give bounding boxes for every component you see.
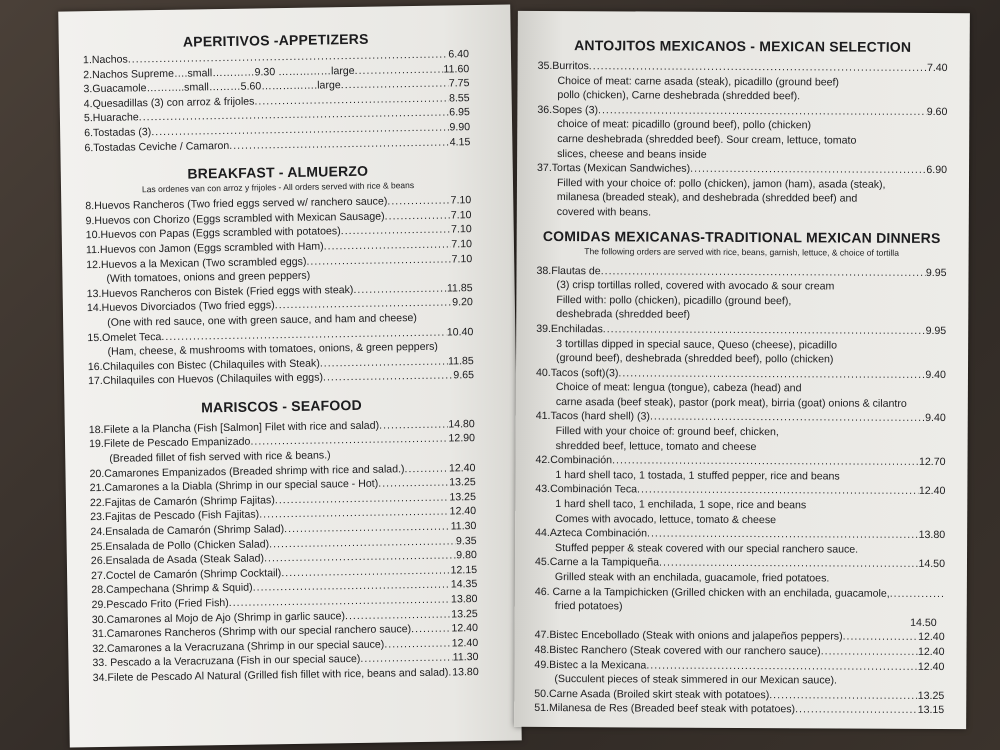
item-name: 2.Nachos Supreme….small…………9.30 ……………large	[83, 64, 355, 81]
item-name: 18.Filete a la Plancha (Fish [Salmon] Filet with rice and salad)	[88, 419, 380, 437]
item-description: pollo (chicken), Carne deshebrada (shredded beef).	[557, 89, 801, 103]
item-name: 41.Tacos (hard shell) (3)	[535, 410, 651, 423]
item-price: 10.40	[446, 325, 474, 339]
item-name: 21.Camarones a la Diabla (Shrimp in our special sauce - Hot)	[89, 477, 379, 495]
appetizers-title: APERITIVOS -APPETIZERS	[182, 30, 369, 50]
leader-dots	[795, 703, 918, 718]
item-description: choice of meat: picadillo (ground beef), pollo (chicken)	[557, 118, 812, 132]
item-price: 9.95	[925, 324, 947, 337]
appetizers-list	[83, 47, 471, 155]
leader-dots	[603, 322, 926, 338]
item-description: Choice of meat: lengua (tongue), cabeza (head) and	[555, 381, 802, 395]
item-price: 13.15	[917, 704, 945, 717]
item-name: 10.Huevos con Papas (Eggs scrambled with potatoes)	[85, 225, 341, 242]
item-price: 9.35	[455, 534, 477, 548]
breakfast-title: BREAKFAST - ALMUERZO	[187, 162, 369, 182]
breakfast-list	[85, 193, 474, 389]
item-name: 9.Huevos con Chorizo (Eggs scrambled with Mexican Sausage)	[85, 210, 385, 227]
leader-dots	[385, 208, 451, 224]
item-price: 13.80	[918, 529, 946, 542]
leader-dots	[411, 622, 452, 637]
item-price: 7.40	[926, 61, 948, 75]
item-price: 9.95	[925, 266, 947, 279]
item-price: 14.50	[910, 616, 937, 629]
leader-dots	[345, 607, 451, 623]
leader-dots	[250, 432, 448, 450]
item-name: 4.Quesadillas (3) con arroz & frijoles	[83, 95, 255, 110]
item-price: 12.40	[448, 461, 476, 475]
item-name: 46. Carne a la Tampichicken (Grilled chicken with an enchilada, guacamole,	[534, 585, 890, 600]
leader-dots	[323, 369, 454, 386]
item-description: covered with beans.	[556, 205, 652, 219]
item-description: (One with red sauce, one with green sauce, and ham and cheese)	[107, 311, 417, 329]
leader-dots	[650, 410, 925, 426]
leader-dots	[275, 296, 453, 313]
item-price: 14.50	[918, 558, 946, 571]
item-name: 6.Tostadas (3)	[84, 126, 152, 140]
item-price: 7.10	[451, 252, 473, 265]
item-price: 9.90	[449, 121, 471, 134]
leader-dots	[384, 636, 452, 652]
item-price: 11.30	[452, 651, 479, 664]
leader-dots	[646, 658, 918, 674]
item-description: 1 hard shell taco, 1 tostada, 1 stuffed pepper, rice and beans	[555, 468, 840, 483]
item-price: 11.60	[443, 62, 470, 76]
item-name: 23.Fajitas de Pescado (Fish Fajitas)	[90, 508, 260, 524]
item-name: 24.Ensalada de Camarón (Shrimp Salad)	[90, 523, 285, 539]
leader-dots	[360, 651, 453, 667]
item-name: 26.Ensalada de Asada (Steak Salad)	[90, 552, 265, 568]
leader-dots	[379, 417, 448, 433]
item-description: Filled with: pollo (chicken), picadillo (ground beef),	[556, 293, 792, 307]
item-price: 7.75	[448, 77, 470, 90]
item-description: fried potatoes)	[554, 600, 623, 613]
item-name: 49.Bistec a la Mexicana	[534, 658, 647, 672]
item-price: 11.30	[450, 520, 477, 533]
menu-page-left	[58, 4, 522, 747]
item-description: carne deshebrada (shredded beef). Sour cream, lettuce, tomato	[557, 132, 857, 147]
item-price: 13.80	[452, 666, 479, 679]
item-description: Filled with your choice of: ground beef, chicken,	[555, 425, 779, 439]
item-name: 37.Tortas (Mexican Sandwiches)	[537, 162, 691, 175]
leader-dots	[821, 644, 918, 659]
item-description: milanesa (breaded steak), and deshebrada (shredded beef) and	[556, 191, 858, 205]
leader-dots	[843, 630, 919, 645]
item-price: 13.25	[451, 607, 478, 621]
right-column	[534, 33, 948, 718]
item-price: 7.10	[450, 194, 472, 207]
item-name: 30.Camarones al Mojo de Ajo (Shrimp in garlic sauce)	[91, 609, 346, 626]
item-name: 28.Campechana (Shrimp & Squid)	[91, 582, 253, 597]
item-name: 27.Coctel de Camarón (Shrimp Cocktail)	[91, 566, 282, 582]
item-price: 11.85	[446, 281, 473, 295]
item-price: 12.40	[917, 660, 945, 673]
item-name: 51.Milanesa de Res (Breaded beef steak with potatoes)	[534, 702, 796, 716]
dinners-list	[534, 263, 946, 718]
leader-dots	[647, 527, 919, 543]
item-name: 40.Tacos (soft)(3)	[535, 366, 619, 380]
dinners-title: COMIDAS MEXICANAS-TRADITIONAL MEXICAN DINNERS	[542, 227, 941, 246]
item-price: 6.90	[926, 164, 948, 177]
item-name: 39.Enchiladas	[536, 322, 603, 336]
item-name: 17.Chilaquiles con Huevos (Chilaquiles with eggs)	[87, 371, 324, 388]
item-name: 38.Flautas de	[536, 264, 601, 277]
item-name: 34.Filete de Pescado Al Natural (Grilled fish fillet with rice, beans and salad)	[92, 666, 449, 685]
item-price: 9.60	[926, 105, 948, 118]
leader-dots	[659, 556, 918, 572]
seafood-title: MARISCOS - SEAFOOD	[200, 396, 362, 416]
item-description: Comes with avocado, lettuce, tomato & cheese	[555, 512, 777, 526]
item-description: slices, cheese and beans inside	[557, 147, 707, 161]
item-name: 3.Guacamole………..small………5.60…………….large	[83, 79, 341, 96]
item-name: 48.Bistec Ranchero (Steak covered with our ranchero sauce)	[534, 643, 821, 658]
item-price: 11.85	[447, 354, 474, 368]
item-price: 7.10	[451, 223, 472, 236]
item-description: Stuffed pepper & steak covered with our special ranchero sauce.	[555, 541, 859, 556]
item-name: 16.Chilaquiles con Bistec (Chilaquiles with Steak)	[87, 357, 320, 373]
item-name: 29.Pescado Frito (Fried Fish)	[91, 596, 229, 612]
item-name: 36.Sopes (3)	[537, 103, 599, 117]
item-name: 22.Fajitas de Camarón (Shrimp Fajitas)	[89, 494, 275, 510]
menu-item	[534, 701, 944, 718]
breakfast-note: Las ordenes van con arroz y frijoles - All orders served with rice & beans	[141, 180, 415, 195]
item-description: Filled with your choice of: pollo (chicken), jamon (ham), asada (steak),	[556, 176, 886, 191]
item-price: 13.25	[449, 476, 476, 489]
leader-dots	[890, 586, 945, 601]
item-price: 12.70	[918, 456, 946, 469]
item-name: 20.Camarones Empanizados (Breaded shrimp with rice and salad.)	[89, 462, 405, 480]
item-name: 6.Tostadas Ceviche / Camaron	[84, 139, 230, 154]
antojitos-list	[537, 59, 948, 222]
item-name: 42.Combinación	[535, 454, 613, 467]
menu-item	[536, 322, 946, 339]
item-price: 13.80	[450, 593, 478, 606]
item-description: carne asada (beef steak), pastor (pork meat), birria (goat) onions & cilantro	[555, 395, 907, 410]
item-name: 8.Huevos Rancheros (Two fried eggs served w/ ranchero sauce)	[85, 195, 388, 213]
antojitos-title: ANTOJITOS MEXICANOS - MEXICAN SELECTION	[574, 37, 912, 55]
item-description: Choice of meat: carne asada (steak), picadillo (ground beef)	[557, 74, 840, 89]
item-description: deshebrada (shredded beef)	[556, 308, 691, 322]
menu-page-right	[514, 11, 970, 729]
leader-dots	[378, 476, 449, 492]
item-description: 1 hard shell taco, 1 enchilada, 1 sope, rice and beans	[555, 498, 807, 512]
item-price: 12.40	[917, 645, 945, 659]
leader-dots	[387, 194, 451, 210]
item-price: 12.90	[448, 432, 476, 445]
item-description: (Breaded fillet of fish served with rice & beans.)	[109, 449, 331, 465]
leader-dots	[690, 162, 926, 178]
item-description: (ground beef), deshebrada (shredded beef), pollo (chicken)	[556, 352, 834, 366]
item-price: 7.10	[450, 208, 472, 222]
item-name: 25.Ensalada de Pollo (Chicken Salad)	[90, 537, 270, 553]
item-price: 9.40	[925, 368, 947, 381]
item-price: 12.40	[449, 505, 477, 518]
item-name: 45.Carne a la Tampiqueña	[534, 556, 660, 569]
item-price: 13.25	[449, 490, 477, 504]
item-price: 9.80	[456, 549, 477, 562]
item-price: 7.10	[451, 238, 473, 251]
leader-dots	[769, 688, 918, 703]
left-column	[83, 25, 479, 686]
item-name: 50.Carne Asada (Broiled skirt steak with potatoes)	[534, 687, 770, 701]
seafood-list	[89, 417, 479, 686]
item-name: 19.Filete de Pescado Empanizado	[88, 436, 251, 451]
leader-dots	[355, 62, 444, 78]
dinners-note: The following orders are served with rice, beans, garnish, lettuce, & choice of tortilla	[584, 245, 899, 258]
item-name: 44.Azteca Combinación	[535, 527, 648, 540]
item-name: 12.Huevos a la Mexican (Two scrambled eggs)	[86, 255, 307, 271]
item-price: 14.35	[450, 578, 478, 591]
item-price: 12.40	[918, 485, 946, 498]
item-name: 13.Huevos Rancheros con Bistek (Fried eggs with steak)	[86, 283, 354, 300]
item-price: 9.40	[925, 412, 946, 425]
item-name: 35.Burritos	[537, 59, 589, 73]
leader-dots	[353, 281, 447, 297]
item-price: 12.40	[918, 631, 945, 644]
item-description: Grilled steak with an enchilada, guacamole, fried potatoes.	[554, 571, 830, 585]
item-name: 31.Camarones Rancheros (Shrimp with our special ranchero sauce)	[91, 623, 412, 641]
item-name: 5.Huarache	[83, 111, 139, 125]
item-price: 9.20	[452, 296, 473, 309]
item-name: 11.Huevos con Jamon (Eggs scrambled with Ham)	[85, 240, 324, 257]
item-price: 12.40	[451, 622, 479, 635]
item-price: 8.55	[448, 91, 470, 105]
item-name: 15.Omelet Teca	[87, 330, 162, 344]
leader-dots	[589, 59, 927, 75]
item-name: 14.Huevos Divorciados (Two fried eggs)	[86, 299, 275, 315]
item-price: 6.95	[449, 106, 470, 119]
item-description: (With tomatoes, onions and green peppers)	[106, 269, 311, 285]
item-price: 4.15	[449, 135, 471, 149]
item-description: shredded beef, lettuce, tomato and cheese	[555, 439, 757, 453]
item-description: (Succulent pieces of steak simmered in our Mexican sauce).	[554, 673, 838, 687]
item-name: 47.Bistec Encebollado (Steak with onions and jalapeños peppers)	[534, 629, 843, 643]
item-description: 3 tortillas dipped in special sauce, Queso (cheese), picadillo	[556, 337, 838, 351]
leader-dots	[637, 483, 919, 499]
item-price: 13.25	[917, 689, 945, 702]
leader-dots	[618, 366, 925, 382]
leader-dots	[404, 461, 449, 476]
item-price: 12.40	[451, 636, 479, 650]
leader-dots	[612, 454, 919, 470]
item-name: 32.Camarones a la Veracruzana (Shrimp in our special sauce)	[92, 638, 385, 655]
menu-item	[538, 59, 948, 76]
item-price: 12.15	[450, 563, 478, 577]
item-price: 9.65	[453, 369, 475, 382]
item-name: 33. Pescado a la Veracruzana (Fish in our special sauce)	[92, 653, 361, 670]
item-name: 43.Combinación Teca	[535, 483, 638, 496]
item-name: 1.Nachos	[82, 53, 128, 67]
leader-dots	[306, 252, 451, 269]
item-description: (Ham, cheese, & mushrooms with tomatoes, onions, & green peppers)	[107, 340, 438, 358]
item-description: (3) crisp tortillas rolled, covered with avocado & sour cream	[556, 279, 835, 293]
item-price: 6.40	[448, 48, 470, 61]
item-price: 14.80	[448, 417, 475, 431]
